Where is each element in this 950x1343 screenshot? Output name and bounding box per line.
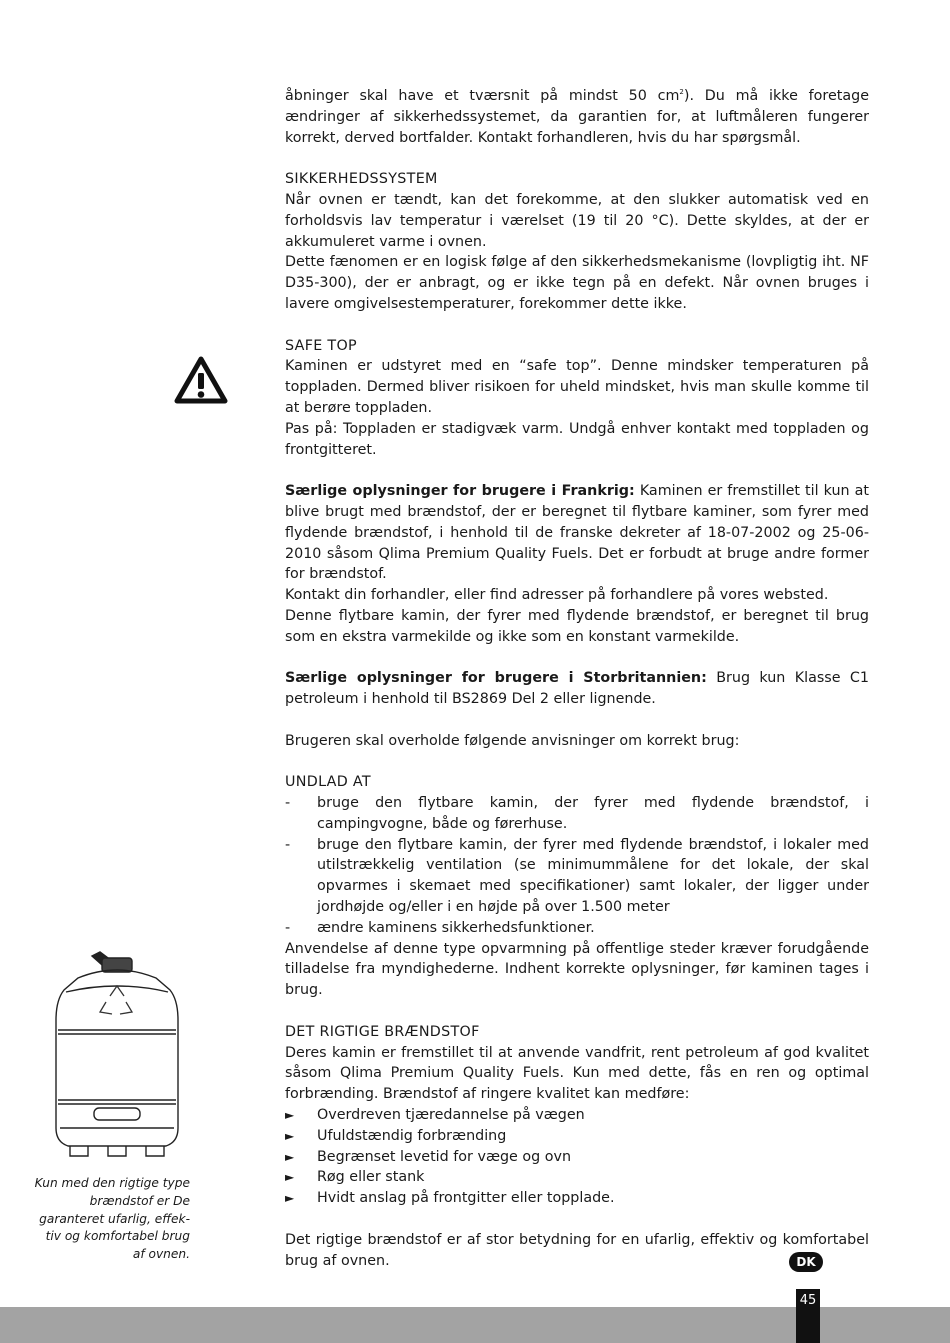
- page-number: 45: [796, 1289, 820, 1343]
- list-item: - bruge den flytbare kamin, der fyrer med flydende brændstof, i campingvogne, både og førerhuse.: [285, 795, 869, 832]
- fuel-paragraph: Deres kamin er fremstillet til at anvende vandfrit, rent petroleum af god kvalitet såsom Qlima Premium Quality Fuels. Kun med dette, fås en ren og optimal forbrænding. Brændstof af ringere kvalitet kan medføre:: [285, 1044, 869, 1103]
- canister-caption: Kun med den rigtige type brændstof er De garanteret ufarlig, effek- tiv og komfortabel brug af ovnen.: [34, 1176, 190, 1262]
- list-item: ► Hvidt anslag på frontgitter eller topplade.: [285, 1190, 615, 1207]
- list-item: ► Ufuldstændig forbrænding: [285, 1127, 507, 1144]
- avoid-after: Anvendelse af denne type opvarmning på offentlige steder kræver forudgående tilladelse fra myndighederne. Indhent korrekte oplysninger, før kaminen tages i brug.: [285, 940, 869, 999]
- usage-intro: Brugeren skal overholde følgende anvisninger om korrekt brug:: [285, 732, 740, 749]
- intro-paragraph: åbninger skal have et tværsnit på mindst 50 $cm^2$). Du må ikke foretage ændringer af sikkerhedssystemet, da garantien for, at luftmåleren fungerer korrekt, derved bortfalder. Kontakt forhandleren, hvis du har spørgsmål.: [285, 88, 869, 146]
- heading-fuel: DET RIGTIGE BRÆNDSTOF: [285, 1023, 480, 1040]
- list-item: - ændre kaminens sikkerhedsfunktioner.: [285, 919, 595, 936]
- language-badge: DK: [789, 1252, 823, 1272]
- heading-safe-top: SAFE TOP: [285, 337, 357, 354]
- recycle-icon: [100, 986, 132, 1014]
- france-note: Denne flytbare kamin, der fyrer med flydende brændstof, er beregnet til brug som en ekstra varmekilde og ikke som en konstant varmekilde.: [285, 607, 869, 645]
- avoid-list: [285, 793, 869, 939]
- fuel-list: [285, 1105, 869, 1209]
- safety-paragraph-1: Når ovnen er tændt, kan det forekomme, at den slukker automatisk ved en forholdsvis lav temperatur i værelset (19 til 20 °C). Dette skyldes, at der er akkumuleret varme i ovnen.: [285, 191, 869, 250]
- list-item: ► Overdreven tjæredannelse på vægen: [285, 1107, 585, 1124]
- list-item: - bruge den flytbare kamin, der fyrer med flydende brændstof, i lokaler med utilstrækkelig ventilation (se minimummålene for det lokale, der skal opvarmes i skemaet med specifikationer) samt lokaler, der ligger under jordhøjde og/eller i en højde på over 1.500 meter: [285, 836, 869, 916]
- heading-safety-system: SIKKERHEDSSYSTEM: [285, 171, 438, 188]
- france-paragraph: Særlige oplysninger for brugere i Frankrig: Kaminen er fremstillet til kun at blive brugt med brændstof, der er beregnet til flytbare kaminer, som fyrer med flydende brændstof, i henhold til de franske dekreter af 18-07-2002 og 25-06-2010 såsom Qlima Premium Quality Fuels. Det er forbudt at bruge andre former for brændstof.: [285, 483, 869, 583]
- heading-avoid: UNDLAD AT: [285, 774, 371, 791]
- fuel-closing: Det rigtige brændstof er af stor betydning for en ufarlig, effektiv og komfortabel brug af ovnen.: [285, 1231, 869, 1269]
- list-item: ► Begrænset levetid for væge og ovn: [285, 1148, 572, 1165]
- fuel-canister-icon: [48, 950, 186, 1160]
- safetop-paragraph-1: Kaminen er udstyret med en “safe top”. Denne mindsker temperaturen på toppladen. Dermed bliver risikoen for uheld mindsket, hvis man skulle komme til at berøre toppladen.: [285, 358, 869, 416]
- uk-paragraph: Særlige oplysninger for brugere i Storbritannien: Brug kun Klasse C1 petroleum i henhold til BS2869 Del 2 eller lignende.: [285, 670, 870, 708]
- list-item: ► Røg eller stank: [285, 1169, 425, 1186]
- safetop-paragraph-2: Pas på: Toppladen er stadigvæk varm. Undgå enhver kontakt med toppladen og frontgitteret.: [285, 420, 869, 458]
- france-contact: Kontakt din forhandler, eller find adresser på forhandlere på vores websted.: [285, 587, 829, 604]
- safety-paragraph-2: Dette fænomen er en logisk følge af den sikkerhedsmekanisme (lovpligtig iht. NF D35-300), der er anbragt, og er ikke tegn på en defekt. Når ovnen bruges i lavere omgivelsestemperaturer, forekommer dette ikke.: [285, 254, 869, 312]
- warning-triangle-icon: [174, 356, 228, 404]
- main-text-column: [285, 86, 869, 1271]
